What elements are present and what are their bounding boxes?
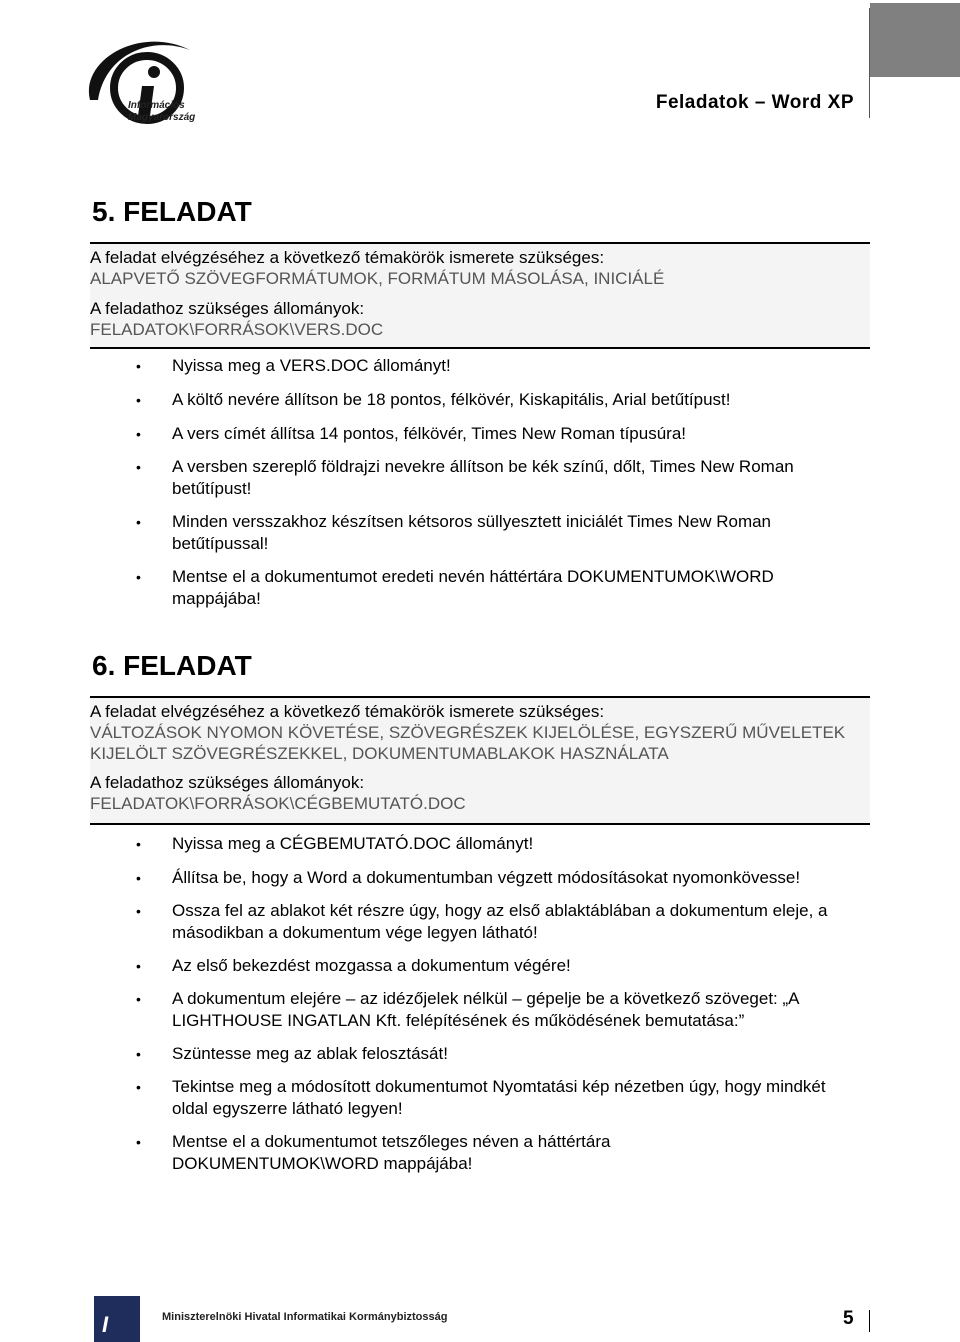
logo-caption-line-1: Információs [128, 100, 185, 111]
page-number: 5 [843, 1308, 854, 1329]
files-intro: A feladathoz szükséges állományok: [90, 773, 365, 792]
files-intro: A feladathoz szükséges állományok: [90, 299, 365, 318]
list-item: • Minden versszakhoz készítsen kétsoros süllyesztett iniciálét Times New Roman betűtípussal! [90, 511, 852, 555]
section-title-6: 6. FELADAT [92, 650, 252, 681]
list-item: • A versben szereplő földrajzi nevekre állítson be kék színű, dőlt, Times New Roman betűtípust! [90, 456, 852, 500]
header-gray-box [870, 3, 960, 77]
list-item: • Mentse el a dokumentumot eredeti nevén háttértára DOKUMENTUMOK\WORD mappájába! [90, 566, 852, 610]
requirements-intro: A feladat elvégzéséhez a következő témakörök ismerete szükséges: [90, 248, 605, 267]
footer-logo [94, 1296, 140, 1342]
footer-logo-letter: I [102, 1312, 109, 1337]
list-item: • Állítsa be, hogy a Word a dokumentumban végzett módosításokat nyomonkövesse! [90, 867, 800, 889]
files-list: FELADATOK\FORRÁSOK\CÉGBEMUTATÓ.DOC [90, 794, 466, 813]
list-item: • Ossza fel az ablakot két részre úgy, hogy az első ablaktáblában a dokumentum eleje, a másodikban a dokumentum vége legyen látható! [90, 900, 852, 944]
list-item: • Az első bekezdést mozgassa a dokumentum végére! [90, 955, 571, 977]
list-item: • Mentse el a dokumentumot tetszőleges néven a háttértára DOKUMENTUMOK\WORD mappájába! [90, 1131, 792, 1175]
list-item: • A vers címét állítsa 14 pontos, félkövér, Times New Roman típusúra! [90, 423, 686, 445]
requirements-topics: VÁLTOZÁSOK NYOMON KÖVETÉSE, SZÖVEGRÉSZEK KIJELÖLÉSE, EGYSZERŰ MŰVELETEK KIJELÖLT SZÖVEGRÉSZEKKEL, DOKUMENTUMABLAKOK HASZNÁLATA [90, 723, 846, 763]
header-title: Feladatok – Word XP [655, 92, 854, 113]
list-item: • Nyissa meg a VERS.DOC állományt! [90, 355, 451, 377]
requirements-intro: A feladat elvégzéséhez a következő témakörök ismerete szükséges: [90, 702, 605, 721]
list-item: • A dokumentum elejére – az idézőjelek nélkül – gépelje be a következő szöveget: „A LIGHTHOUSE INGATLAN Kft. felépítésének és működésének bemutatása:” [90, 988, 862, 1032]
logo-caption-line-2: Magyarország [128, 112, 196, 123]
logo-caption [128, 100, 195, 124]
list-item: • Tekintse meg a módosított dokumentumot Nyomtatási kép nézetben úgy, hogy mindkét oldal egyszerre látható legyen! [90, 1076, 832, 1120]
section-title-5: 5. FELADAT [92, 196, 252, 227]
page-number-divider [869, 1310, 870, 1332]
footer-organization: Miniszterelnöki Hivatal Informatikai Kormánybiztosság [162, 1311, 448, 1323]
requirements-box-5 [90, 242, 870, 349]
requirements-topics: ALAPVETŐ SZÖVEGFORMÁTUMOK, FORMÁTUM MÁSOLÁSA, INICIÁLÉ [90, 269, 665, 288]
list-item: • A költő nevére állítson be 18 pontos, félkövér, Kiskapitális, Arial betűtípust! [90, 389, 731, 411]
files-list: FELADATOK\FORRÁSOK\VERS.DOC [90, 320, 384, 339]
list-item: • Szüntesse meg az ablak felosztását! [90, 1043, 448, 1065]
requirements-box-6 [90, 696, 870, 825]
list-item: • Nyissa meg a CÉGBEMUTATÓ.DOC állományt! [90, 833, 533, 855]
